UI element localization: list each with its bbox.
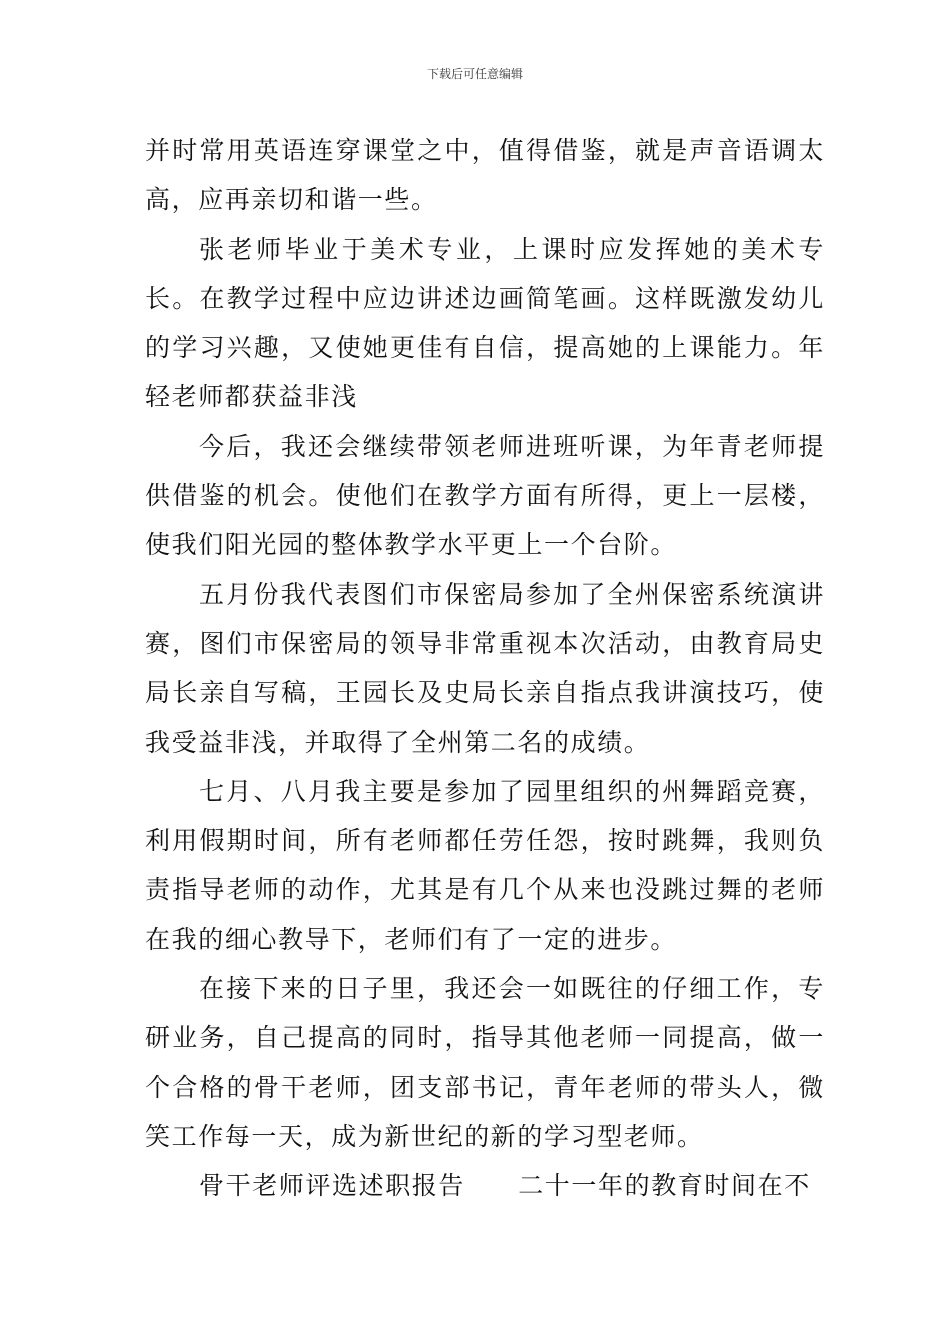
paragraph-4: 五月份我代表图们市保密局参加了全州保密系统演讲赛，图们市保密局的领导非常重视本次活动，由教育局史局长亲自写稿，王园长及史局长亲自指点我讲演技巧，使我受益非浅，并取得了全州第二名的成绩。	[145, 579, 825, 757]
paragraph-7: 骨干老师评选述职报告 二十一年的教育时间在不	[199, 1171, 811, 1201]
paragraph-5: 七月、八月我主要是参加了园里组织的州舞蹈竞赛，利用假期时间，所有老师都任劳任怨，按时跳舞，我则负责指导老师的动作，尤其是有几个从来也没跳过舞的老师在我的细心教导下，老师们有了一定的进步。	[145, 776, 825, 954]
page-header: 下载后可任意编辑	[426, 67, 523, 81]
paragraph-3: 今后，我还会继续带领老师进班听课，为年青老师提供借鉴的机会。使他们在教学方面有所得，更上一层楼，使我们阳光园的整体教学水平更上一个台阶。	[145, 431, 825, 560]
paragraph-1: 并时常用英语连穿课堂之中，值得借鉴，就是声音语调太高，应再亲切和谐一些。	[145, 136, 825, 215]
paragraph-2: 张老师毕业于美术专业，上课时应发挥她的美术专长。在教学过程中应边讲述边画简笔画。这样既激发幼儿的学习兴趣，又使她更佳有自信，提高她的上课能力。年轻老师都获益非浅	[145, 234, 825, 412]
document-body	[145, 126, 825, 1211]
paragraph-6: 在接下来的日子里，我还会一如既往的仔细工作，专研业务，自己提高的同时，指导其他老师一同提高，做一个合格的骨干老师，团支部书记，青年老师的带头人，微笑工作每一天，成为新世纪的新的学习型老师。	[145, 974, 825, 1151]
